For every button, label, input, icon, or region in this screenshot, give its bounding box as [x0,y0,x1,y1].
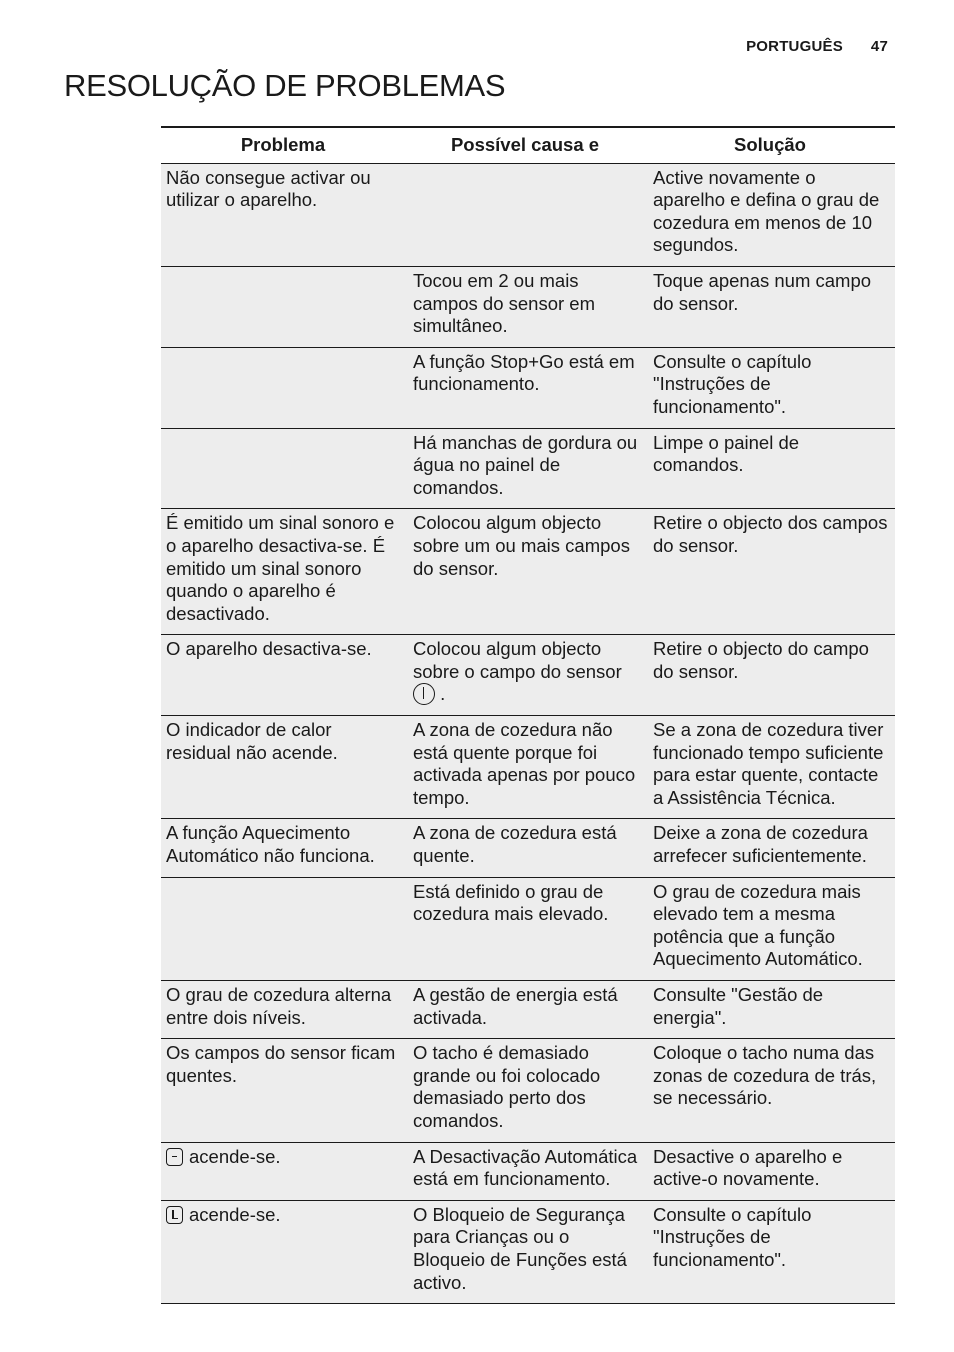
table-row [161,1200,895,1303]
page-number: 47 [870,38,888,55]
table-row [161,266,895,347]
column-header-cause: Possível causa e [405,127,645,163]
table-row [161,981,895,1039]
cause-cell: Colocou algum objecto sobre um ou mais campos do sensor. [413,512,630,579]
minus-display-icon [166,1148,183,1166]
table-row [161,635,895,716]
cause-suffix: . [440,683,446,705]
table-row [161,877,895,980]
solution-cell: Desactive o aparelho e active-o novamente. [653,1145,843,1190]
problem-cell [161,1142,405,1200]
table-header-row [161,127,895,163]
problem-cell: O grau de cozedura alterna entre dois níveis. [166,984,392,1028]
problem-cell [161,1200,405,1303]
solution-cell: Coloque o tacho numa das zonas de cozedura de trás, se necessário. [653,1042,877,1109]
problem-cell: O indicador de calor residual não acende. [166,719,338,763]
problem-cell: Não consegue activar ou utilizar o aparelho. [166,166,371,211]
column-header-problem: Problema [161,127,405,163]
problem-cell: O aparelho desactiva-se. [166,638,372,660]
cause-cell: Há manchas de gordura ou água no painel de comandos. [413,431,638,498]
language-label: PORTUGUÊS [746,38,843,55]
cause-cell: Está definido o grau de cozedura mais elevado. [413,880,609,925]
problem-cell: Os campos do sensor ficam quentes. [166,1042,396,1086]
table-row [161,1142,895,1200]
problem-text: acende-se. [189,1203,281,1225]
solution-cell: Limpe o painel de comandos. [653,431,800,476]
problem-cell [161,266,405,347]
solution-cell: Deixe a zona de cozedura arrefecer suficientemente. [653,822,868,867]
table-row [161,509,895,635]
table-row [161,819,895,877]
troubleshooting-table [161,126,895,1304]
power-icon [413,683,435,705]
cause-cell: A função Stop+Go está em funcionamento. [413,350,635,395]
problem-cell [161,347,405,428]
solution-cell: Retire o objecto dos campos do sensor. [653,512,888,556]
problem-cell: A função Aquecimento Automático não funciona. [166,822,375,867]
cause-cell [405,163,645,266]
cause-text: Colocou algum objecto sobre o campo do sensor [413,638,622,682]
column-header-solution: Solução [645,127,895,163]
cause-cell: A zona de cozedura está quente. [413,822,617,867]
solution-cell: Retire o objecto do campo do sensor. [653,638,869,682]
solution-cell: Consulte o capítulo "Instruções de funcionamento". [653,1203,812,1270]
solution-cell: Toque apenas num campo do sensor. [653,269,872,314]
cause-cell [405,635,645,716]
problem-cell [161,428,405,509]
solution-cell: O grau de cozedura mais elevado tem a mesma potência que a função Aquecimento Automático. [653,880,863,970]
solution-cell: Se a zona de cozedura tiver funcionado tempo suficiente para estar quente, contacte a Assistência Técnica. [653,719,884,808]
cause-cell: A zona de cozedura não está quente porque foi activada apenas por pouco tempo. [413,719,636,808]
lock-display-icon [166,1206,183,1224]
table-row [161,1039,895,1142]
cause-cell: A gestão de energia está activada. [413,984,618,1028]
table-row [161,163,895,266]
solution-cell: Active novamente o aparelho e defina o grau de cozedura em menos de 10 segundos. [653,166,880,256]
table-row [161,347,895,428]
problem-text: acende-se. [189,1145,281,1167]
page-header [746,38,888,55]
cause-cell: A Desactivação Automática está em funcionamento. [413,1145,638,1190]
table-row [161,428,895,509]
problem-cell [161,877,405,980]
problem-cell: É emitido um sinal sonoro e o aparelho desactiva-se. É emitido um sinal sonoro quando o aparelho é desactivado. [166,512,395,624]
cause-cell: O tacho é demasiado grande ou foi colocado demasiado perto dos comandos. [413,1042,601,1131]
solution-cell: Consulte o capítulo "Instruções de funcionamento". [653,350,812,417]
cause-cell: O Bloqueio de Segurança para Crianças ou o Bloqueio de Funções está activo. [413,1203,627,1293]
cause-cell: Tocou em 2 ou mais campos do sensor em simultâneo. [413,269,596,337]
page-title: RESOLUÇÃO DE PROBLEMAS [64,68,506,103]
solution-cell: Consulte "Gestão de energia". [653,984,824,1028]
table-row [161,716,895,819]
